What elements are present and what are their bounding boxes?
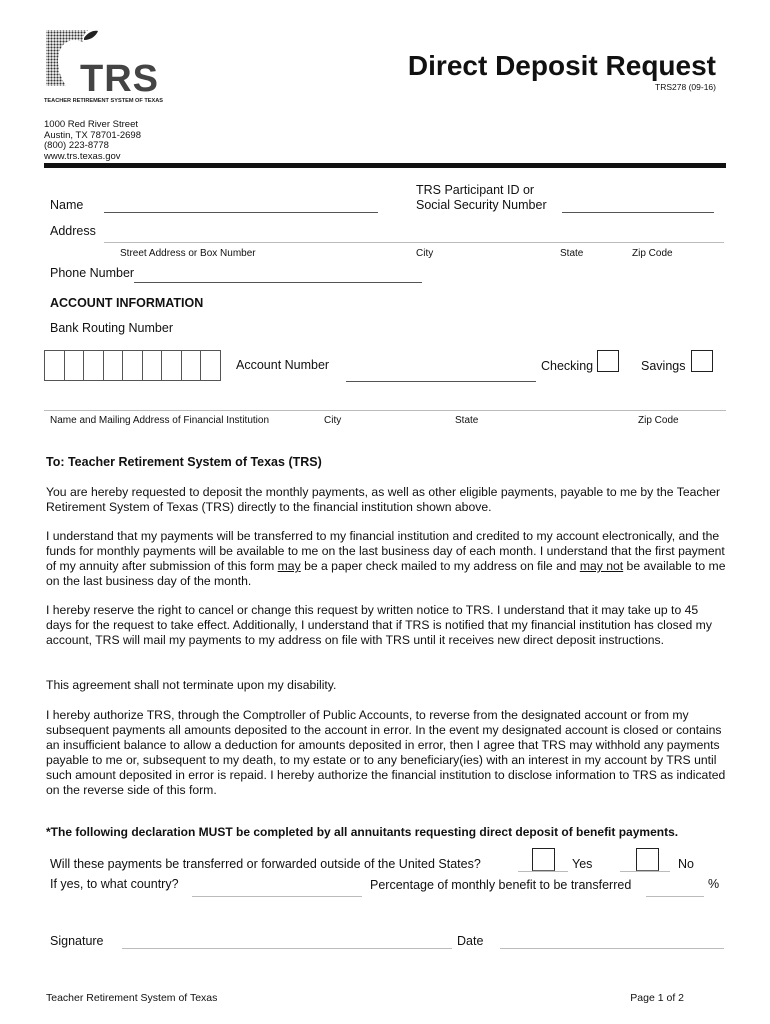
routing-digit-box[interactable] [200,350,221,381]
address-field[interactable] [104,242,724,243]
fi-city-caption: City [324,415,342,426]
percent-field[interactable] [646,896,704,897]
phone-field[interactable] [134,282,422,283]
date-field[interactable] [500,948,724,949]
paragraph-3: I hereby reserve the right to cancel or change this request by written notice to TRS. I understand that it may take up to 45 days for the request to take effect. Additionally, I understand that if TRS is notified that my financial institution has closed my account, TRS will mail my payments to my address on file with TRS until it receives new direct deposit instructions. [46,603,712,647]
fi-state-caption: State [455,415,479,426]
checking-checkbox[interactable] [597,350,619,372]
routing-digit-box[interactable] [83,350,104,381]
logo-subtitle: TEACHER RETIREMENT SYSTEM OF TEXAS [44,98,164,104]
paragraph-2: I understand that my payments will be transferred to my financial institution and credited to my account electronically, and the funds for monthly payments will be available to me on the last business day of each month. I understand that the first payment of my annuity after submission of this form may be a paper check mailed to my address on file and may not be available to me on the last business day of the month. [46,529,726,588]
may-emphasis: may [277,559,301,573]
outside-us-question: Will these payments be transferred or forwarded outside of the United States? [50,857,481,871]
city-caption: City [416,248,434,259]
routing-digit-box[interactable] [64,350,85,381]
signature-field[interactable] [122,948,452,949]
yes-label: Yes [572,857,593,871]
footer-agency: Teacher Retirement System of Texas [46,992,218,1004]
form-code: TRS278 (09-16) [655,82,716,92]
routing-number-boxes[interactable] [44,350,220,381]
no-label: No [678,857,694,871]
name-label: Name [50,198,84,212]
date-label: Date [457,934,484,948]
declaration-heading: *The following declaration MUST be completed by all annuitants requesting direct deposit of benefit payments. [46,825,679,839]
paragraph-4: This agreement shall not terminate upon my disability. [46,678,337,692]
paragraph-5: I hereby authorize TRS, through the Comptroller of Public Accounts, to reverse from the designated account or from my subsequent payments all amounts deposited to the account in error. In the event my designated account is closed or contains an insufficient balance to allow a deduction for amounts deposited in error, then I agree that TRS may withhold any payments payable to me or, subsequent to my death, to my estate or to any beneficiary(ies) with an interest in my account by TRS until such amount deposited in error is repaid. I hereby authorize the financial institution to disclose information to TRS as indicated on the reverse side of this form. [46,708,726,797]
account-heading: ACCOUNT INFORMATION [50,296,204,310]
yes-underline [518,871,568,872]
routing-digit-box[interactable] [161,350,182,381]
paragraph-1: You are hereby requested to deposit the monthly payments, as well as other eligible payments, payable to me by the Teacher Retirement System of Texas (TRS) directly to the financial institution shown above. [46,485,721,514]
country-field[interactable] [192,896,362,897]
routing-digit-box[interactable] [122,350,143,381]
may-not-emphasis: may not [579,559,624,573]
state-caption: State [560,248,584,259]
percent-label: Percentage of monthly benefit to be transferred [370,878,632,892]
phone-label: Phone Number [50,266,135,280]
zip-caption: Zip Code [632,248,673,259]
no-checkbox[interactable] [636,848,659,871]
participant-id-label-1: TRS Participant ID or [416,183,535,197]
fi-name-caption: Name and Mailing Address of Financial Institution [50,415,270,426]
savings-checkbox[interactable] [691,350,713,372]
header-rule [44,163,726,168]
account-number-field[interactable] [346,381,536,382]
trs-logo [44,28,164,104]
routing-digit-box[interactable] [44,350,65,381]
street-caption: Street Address or Box Number [120,248,256,259]
routing-label: Bank Routing Number [50,321,173,335]
financial-institution-field[interactable] [44,410,726,411]
country-label: If yes, to what country? [50,877,179,891]
agency-address: 1000 Red River Street Austin, TX 78701-2698 (800) 223-8778 www.trs.texas.gov [44,119,142,162]
footer-page-number: Page 1 of 2 [630,992,684,1004]
participant-id-label-2: Social Security Number [416,198,547,212]
routing-digit-box[interactable] [181,350,202,381]
percent-sign: % [708,877,720,891]
fi-zip-caption: Zip Code [638,415,679,426]
logo-text: TRS [80,58,159,100]
page-title: Direct Deposit Request [407,50,716,81]
to-line: To: Teacher Retirement System of Texas (TRS) [46,455,322,469]
name-field[interactable] [104,212,378,213]
address-label: Address [50,224,96,238]
signature-label: Signature [50,934,104,948]
participant-id-field[interactable] [562,212,714,213]
yes-checkbox[interactable] [532,848,555,871]
no-underline [620,871,670,872]
account-number-label: Account Number [236,358,330,372]
routing-digit-box[interactable] [142,350,163,381]
checking-label: Checking [541,359,594,373]
savings-label: Savings [641,359,686,373]
routing-digit-box[interactable] [103,350,124,381]
